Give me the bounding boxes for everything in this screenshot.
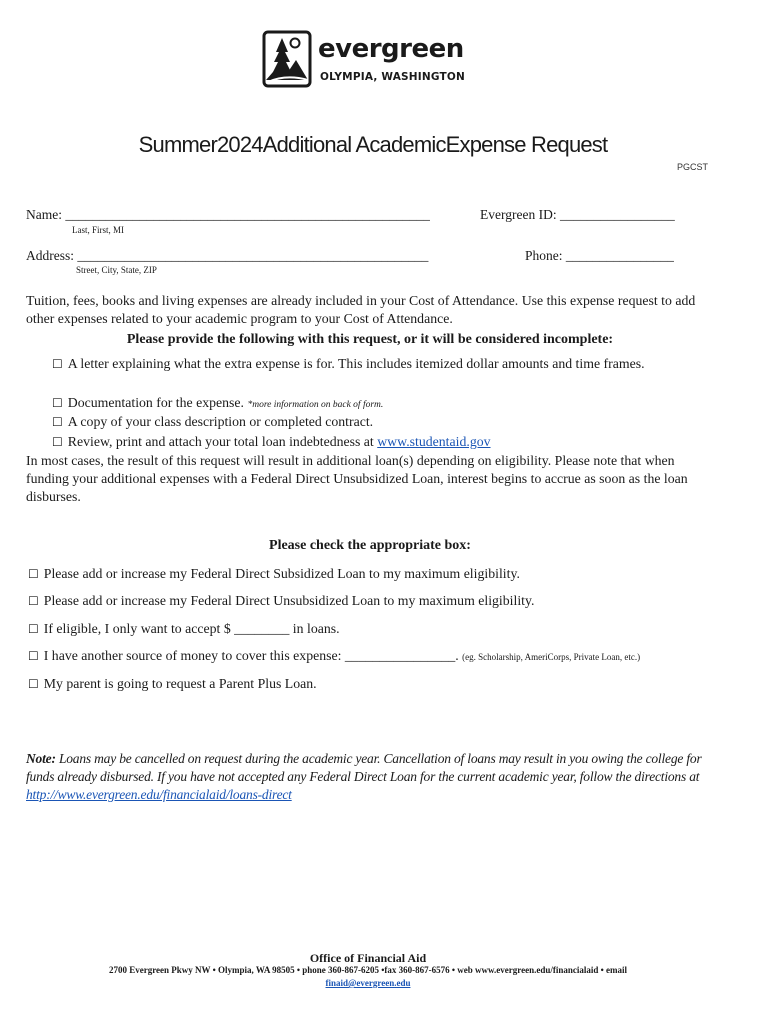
- requirement-class-copy: [52, 412, 373, 432]
- option-subsidized[interactable]: [28, 564, 520, 584]
- checkbox-icon[interactable]: ☐: [28, 649, 39, 663]
- phone-field[interactable]: Phone: ________________: [525, 248, 674, 263]
- option-unsubsidized-text: Please add or increase my Federal Direct Unsubsidized Loan to my maximum eligibility.: [43, 593, 535, 608]
- requirement-letter-text: A letter explaining what the extra expense is for. This includes itemized dollar amounts and time frames.: [67, 356, 645, 371]
- option-parent-plus[interactable]: [28, 674, 317, 694]
- footer-email-wrap: [0, 978, 736, 988]
- checkbox-icon[interactable]: ☐: [52, 396, 63, 410]
- requirement-class-copy-text: A copy of your class description or completed contract.: [67, 414, 374, 429]
- logo-name: evergreen: [318, 34, 464, 64]
- checkbox-icon[interactable]: ☐: [28, 622, 39, 636]
- instruction-heading: Please provide the following with this request, or it will be considered incomplete:: [126, 332, 614, 347]
- requirement-letter: [52, 354, 692, 374]
- checkbox-icon[interactable]: ☐: [52, 435, 63, 449]
- checkbox-icon[interactable]: ☐: [28, 567, 39, 581]
- footer-office: Office of Financial Aid: [309, 951, 427, 965]
- intro-paragraph: Tuition, fees, books and living expenses are already included in your Cost of Attendance. Use this expense request to add other expenses related to your academic program to your Cost of Attendance.: [26, 293, 696, 326]
- form-code: PGCST: [676, 162, 708, 172]
- option-other-source-text: I have another source of money to cover this expense: ________________.: [43, 648, 459, 663]
- options-heading: Please check the appropriate box:: [269, 538, 471, 553]
- footer-email-link[interactable]: finaid@evergreen.edu: [325, 978, 411, 988]
- logo-location: OLYMPIA, WASHINGTON: [320, 71, 465, 83]
- name-hint: Last, First, MI: [72, 225, 125, 235]
- footer-contact: 2700 Evergreen Pkwy NW • Olympia, WA 98505 • phone 360-867-6205 •fax 360-867-6576 • web www.evergreen.edu/financialaid • email: [108, 965, 628, 975]
- documentation-note: *more information on back of form.: [247, 400, 384, 410]
- option-other-source[interactable]: [28, 646, 640, 667]
- note-text: Loans may be cancelled on request during the academic year. Cancellation of loans may result in you owing the college for funds already disbursed. If you have not accepted any Federal Direct Loan for the current academic year, follow the directions at: [26, 751, 702, 784]
- tree-mountain-icon: [264, 32, 310, 86]
- note-label: Note:: [26, 751, 56, 766]
- address-hint: Street, City, State, ZIP: [76, 265, 157, 275]
- studentaid-link[interactable]: www.studentaid.gov: [377, 434, 491, 449]
- checkbox-icon[interactable]: ☐: [28, 594, 39, 608]
- option-accept-amount[interactable]: [28, 619, 340, 639]
- option-parent-plus-text: My parent is going to request a Parent Plus Loan.: [43, 676, 317, 691]
- form-title: Summer2024Additional AcademicExpense Request: [138, 132, 608, 157]
- note-paragraph: [26, 750, 726, 804]
- evergreen-id-field[interactable]: Evergreen ID: _________________: [480, 207, 675, 222]
- option-subsidized-text: Please add or increase my Federal Direct Subsidized Loan to my maximum eligibility.: [43, 566, 520, 581]
- checkbox-icon[interactable]: ☐: [52, 357, 63, 371]
- requirement-review: [52, 432, 491, 452]
- address-field[interactable]: Address: ____________________________________________________: [26, 248, 429, 263]
- other-source-hint: (eg. Scholarship, AmeriCorps, Private Loan, etc.): [462, 652, 641, 662]
- eligibility-paragraph: In most cases, the result of this request will result in additional loan(s) depending on eligibility. Please note that when funding your additional expenses with a Federal Direct Unsubsidized Loan, interest begins to accrue as soon as the loan disburses.: [26, 453, 688, 504]
- name-field[interactable]: Name: ______________________________________________________: [26, 207, 430, 222]
- option-unsubsidized[interactable]: [28, 591, 534, 611]
- loans-direct-link[interactable]: http://www.evergreen.edu/financialaid/loans-direct: [26, 787, 292, 802]
- option-accept-amount-text: If eligible, I only want to accept $ ________ in loans.: [43, 621, 340, 636]
- checkbox-icon[interactable]: ☐: [28, 677, 39, 691]
- checkbox-icon[interactable]: ☐: [52, 415, 63, 429]
- requirement-review-text: Review, print and attach your total loan indebtedness at: [67, 434, 374, 449]
- requirement-documentation-text: Documentation for the expense.: [67, 395, 244, 410]
